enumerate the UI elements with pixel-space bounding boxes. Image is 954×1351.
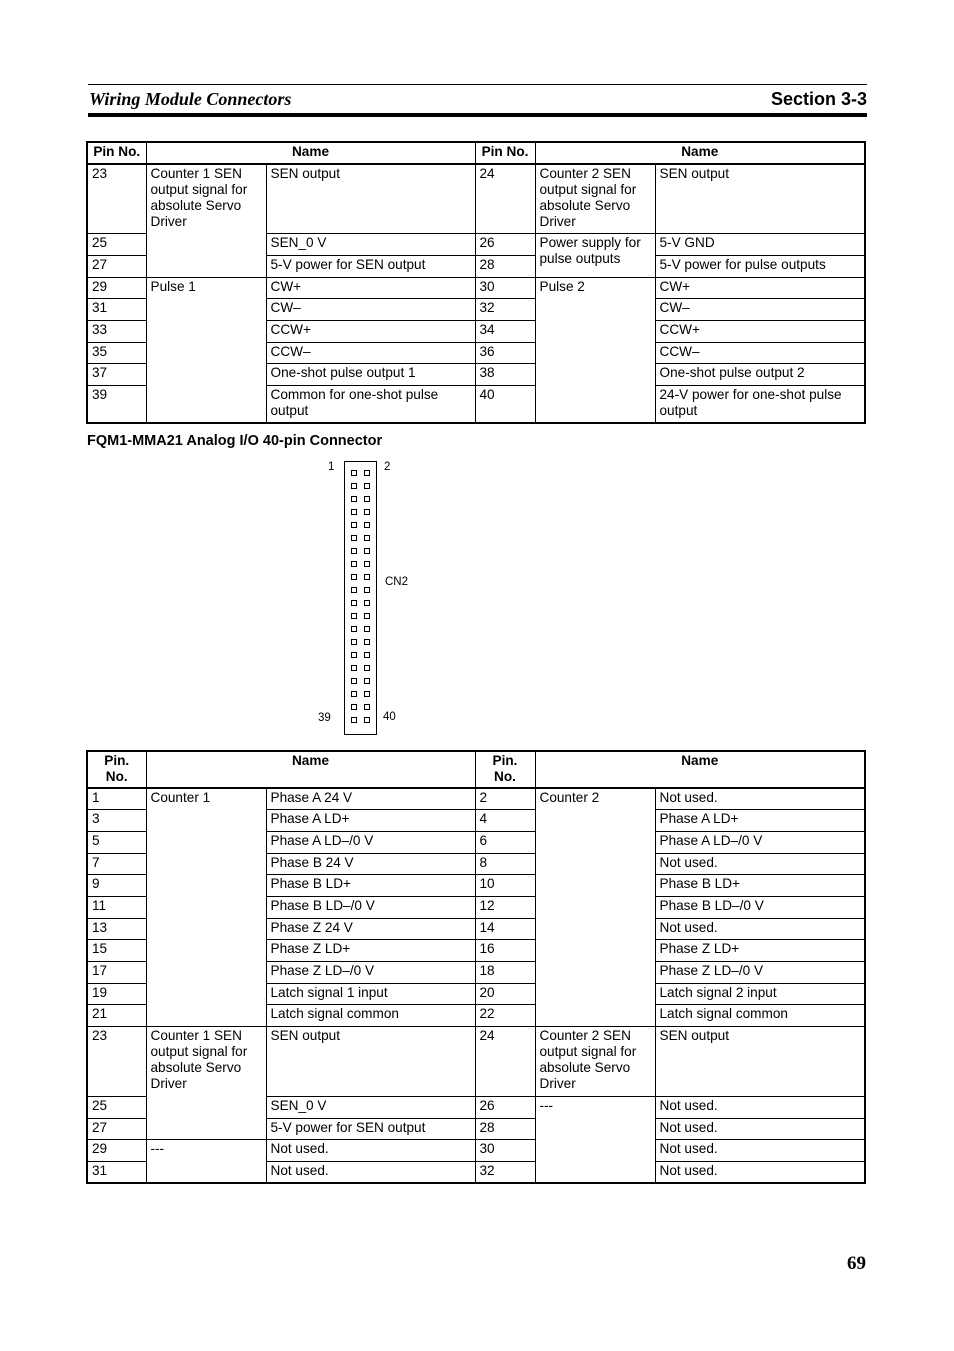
pin-cell: 11: [87, 896, 146, 918]
pin-cell: 25: [87, 234, 146, 256]
signal-cell: Latch signal 2 input: [655, 983, 865, 1005]
group-cell: ---: [535, 1097, 655, 1184]
header-rule-bottom: [88, 113, 867, 117]
signal-cell: Common for one-shot pulse output: [266, 386, 475, 423]
pin-cell: 2: [475, 788, 535, 810]
connector-pin: [364, 678, 370, 684]
pin-cell: 25: [87, 1097, 146, 1119]
pin-cell: 27: [87, 1118, 146, 1140]
signal-cell: SEN_0 V: [266, 234, 475, 256]
connector-pin: [364, 470, 370, 476]
pin-cell: 35: [87, 342, 146, 364]
pin-cell: 31: [87, 1162, 146, 1184]
connector-pin: [364, 704, 370, 710]
signal-cell: CCW–: [655, 342, 865, 364]
connector-pin: [364, 717, 370, 723]
signal-cell: Not used.: [655, 1140, 865, 1162]
connector-pin: [351, 717, 357, 723]
signal-cell: 5-V power for pulse outputs: [655, 255, 865, 277]
signal-cell: SEN output: [266, 1027, 475, 1097]
pin-cell: 15: [87, 940, 146, 962]
pin-cell: 33: [87, 320, 146, 342]
pin-cell: 4: [475, 810, 535, 832]
connector-pin: [364, 587, 370, 593]
connector-pin: [364, 522, 370, 528]
pin-label-40: 40: [383, 711, 396, 723]
pin-cell: 12: [475, 896, 535, 918]
pin-cell: 32: [475, 1162, 535, 1184]
table-row: [87, 788, 865, 810]
pin-cell: 22: [475, 1005, 535, 1027]
signal-cell: CW–: [266, 299, 475, 321]
pin-cell: 23: [87, 164, 146, 234]
connector-pin: [364, 548, 370, 554]
pin-cell: 26: [475, 1097, 535, 1119]
connector-pin: [351, 496, 357, 502]
pin-table-1: [86, 141, 866, 424]
pin-cell: 23: [87, 1027, 146, 1097]
pin-cell: 20: [475, 983, 535, 1005]
connector-pin: [351, 678, 357, 684]
pin-cell: 1: [87, 788, 146, 810]
pin-cell: 32: [475, 299, 535, 321]
signal-cell: CW–: [655, 299, 865, 321]
signal-cell: Not used.: [655, 1118, 865, 1140]
section-number: Section 3-3: [770, 89, 867, 109]
connector-pin: [351, 470, 357, 476]
connector-pin: [351, 535, 357, 541]
pin-cell: 13: [87, 918, 146, 940]
signal-cell: Latch signal common: [655, 1005, 865, 1027]
group-cell: Pulse 1: [146, 277, 266, 422]
pin-cell: 26: [475, 234, 535, 256]
signal-cell: Phase A 24 V: [266, 788, 475, 810]
signal-cell: Not used.: [655, 853, 865, 875]
table-row: [87, 164, 865, 234]
connector-pin: [364, 561, 370, 567]
signal-cell: Latch signal common: [266, 1005, 475, 1027]
pin-cell: 34: [475, 320, 535, 342]
connector-pin: [351, 587, 357, 593]
col-header-name: Name: [146, 142, 475, 164]
table-row: [87, 1140, 865, 1162]
signal-cell: Not used.: [655, 788, 865, 810]
pin-cell: 36: [475, 342, 535, 364]
pin-cell: 17: [87, 962, 146, 984]
pin-cell: 8: [475, 853, 535, 875]
pin-cell: 21: [87, 1005, 146, 1027]
signal-cell: Latch signal 1 input: [266, 983, 475, 1005]
signal-cell: Phase A LD+: [655, 810, 865, 832]
signal-cell: Phase B 24 V: [266, 853, 475, 875]
group-cell: Power supply for pulse outputs: [535, 234, 655, 277]
connector-pin: [351, 561, 357, 567]
running-header-title: Wiring Module Connectors: [89, 89, 292, 109]
group-cell: ---: [146, 1140, 266, 1183]
group-cell: Counter 2 SEN output signal for absolute Servo Driver: [535, 1027, 655, 1097]
connector-pin: [351, 626, 357, 632]
pin-cell: 14: [475, 918, 535, 940]
signal-cell: Phase Z 24 V: [266, 918, 475, 940]
connector-pin: [364, 535, 370, 541]
signal-cell: 5-V GND: [655, 234, 865, 256]
signal-cell: CCW+: [266, 320, 475, 342]
connector-pin: [351, 522, 357, 528]
group-cell: Counter 2: [535, 788, 655, 1027]
signal-cell: SEN output: [655, 164, 865, 234]
connector-pin: [351, 509, 357, 515]
connector-body: [344, 461, 377, 735]
connector-pin: [351, 691, 357, 697]
connector-pin: [364, 483, 370, 489]
signal-cell: 24-V power for one-shot pulse output: [655, 386, 865, 423]
pin-label-2: 2: [384, 461, 391, 473]
pin-cell: 5: [87, 831, 146, 853]
signal-cell: Phase A LD–/0 V: [655, 831, 865, 853]
connector-pin: [351, 600, 357, 606]
group-cell: Counter 2 SEN output signal for absolute Servo Driver: [535, 164, 655, 234]
pin-cell: 39: [87, 386, 146, 423]
connector-pin: [364, 639, 370, 645]
pin-cell: 30: [475, 277, 535, 299]
signal-cell: CCW+: [655, 320, 865, 342]
connector-pin: [364, 665, 370, 671]
signal-cell: CW+: [266, 277, 475, 299]
signal-cell: One-shot pulse output 2: [655, 364, 865, 386]
group-cell: Pulse 2: [535, 277, 655, 422]
pin-cell: 27: [87, 255, 146, 277]
signal-cell: Not used.: [655, 1097, 865, 1119]
pin-cell: 28: [475, 1118, 535, 1140]
connector-pin: [351, 574, 357, 580]
table-row: [87, 1027, 865, 1097]
signal-cell: Phase B LD–/0 V: [655, 896, 865, 918]
signal-cell: Not used.: [655, 918, 865, 940]
connector-pin: [351, 613, 357, 619]
signal-cell: SEN_0 V: [266, 1097, 475, 1119]
pin-label-1: 1: [328, 461, 335, 473]
signal-cell: Not used.: [266, 1162, 475, 1184]
pin-cell: 24: [475, 1027, 535, 1097]
signal-cell: CW+: [655, 277, 865, 299]
signal-cell: Phase A LD–/0 V: [266, 831, 475, 853]
pin-cell: 38: [475, 364, 535, 386]
group-cell: Counter 1 SEN output signal for absolute Servo Driver: [146, 164, 266, 277]
pin-cell: 29: [87, 277, 146, 299]
pin-cell: 40: [475, 386, 535, 423]
signal-cell: CCW–: [266, 342, 475, 364]
connector-pin: [364, 509, 370, 515]
connector-subheading: FQM1-MMA21 Analog I/O 40-pin Connector: [87, 433, 383, 449]
signal-cell: Not used.: [266, 1140, 475, 1162]
signal-cell: SEN output: [266, 164, 475, 234]
pin-label-39: 39: [318, 712, 331, 724]
signal-cell: 5-V power for SEN output: [266, 1118, 475, 1140]
col-header-pin: Pin No.: [475, 142, 535, 164]
pin-cell: 19: [87, 983, 146, 1005]
pin-cell: 31: [87, 299, 146, 321]
connector-pin: [351, 652, 357, 658]
signal-cell: Phase B LD+: [266, 875, 475, 897]
pin-cell: 30: [475, 1140, 535, 1162]
group-cell: Counter 1 SEN output signal for absolute Servo Driver: [146, 1027, 266, 1140]
col-header-pin: Pin. No.: [475, 751, 535, 788]
connector-pin: [364, 613, 370, 619]
pin-cell: 7: [87, 853, 146, 875]
pin-cell: 3: [87, 810, 146, 832]
connector-pin: [351, 639, 357, 645]
group-cell: Counter 1: [146, 788, 266, 1027]
pin-cell: 9: [87, 875, 146, 897]
pin-cell: 18: [475, 962, 535, 984]
pin-cell: 16: [475, 940, 535, 962]
connector-pin: [364, 574, 370, 580]
connector-label: CN2: [385, 576, 409, 588]
signal-cell: One-shot pulse output 1: [266, 364, 475, 386]
signal-cell: SEN output: [655, 1027, 865, 1097]
connector-pin: [351, 704, 357, 710]
pin-cell: 29: [87, 1140, 146, 1162]
col-header-name: Name: [146, 751, 475, 788]
col-header-pin: Pin No.: [87, 142, 146, 164]
signal-cell: Phase Z LD+: [655, 940, 865, 962]
signal-cell: 5-V power for SEN output: [266, 255, 475, 277]
table-header-row: [87, 142, 865, 164]
page-number: 69: [847, 1253, 866, 1274]
connector-pin: [351, 548, 357, 554]
pin-cell: 28: [475, 255, 535, 277]
pin-cell: 24: [475, 164, 535, 234]
signal-cell: Phase B LD–/0 V: [266, 896, 475, 918]
table-header-row: [87, 751, 865, 788]
pin-table-2: [86, 750, 866, 1184]
signal-cell: Phase Z LD–/0 V: [266, 962, 475, 984]
connector-pin: [364, 600, 370, 606]
table-row: [87, 277, 865, 299]
pin-cell: 6: [475, 831, 535, 853]
connector-pin: [364, 652, 370, 658]
pin-cell: 10: [475, 875, 535, 897]
col-header-name: Name: [535, 751, 865, 788]
connector-pin: [351, 483, 357, 489]
header-rule-top: [88, 84, 867, 85]
col-header-pin: Pin. No.: [87, 751, 146, 788]
col-header-name: Name: [535, 142, 865, 164]
pin-cell: 37: [87, 364, 146, 386]
signal-cell: Phase Z LD+: [266, 940, 475, 962]
signal-cell: Phase A LD+: [266, 810, 475, 832]
connector-pin: [351, 665, 357, 671]
signal-cell: Phase Z LD–/0 V: [655, 962, 865, 984]
connector-pin: [364, 626, 370, 632]
connector-pin: [364, 691, 370, 697]
signal-cell: Not used.: [655, 1162, 865, 1184]
connector-pin: [364, 496, 370, 502]
signal-cell: Phase B LD+: [655, 875, 865, 897]
